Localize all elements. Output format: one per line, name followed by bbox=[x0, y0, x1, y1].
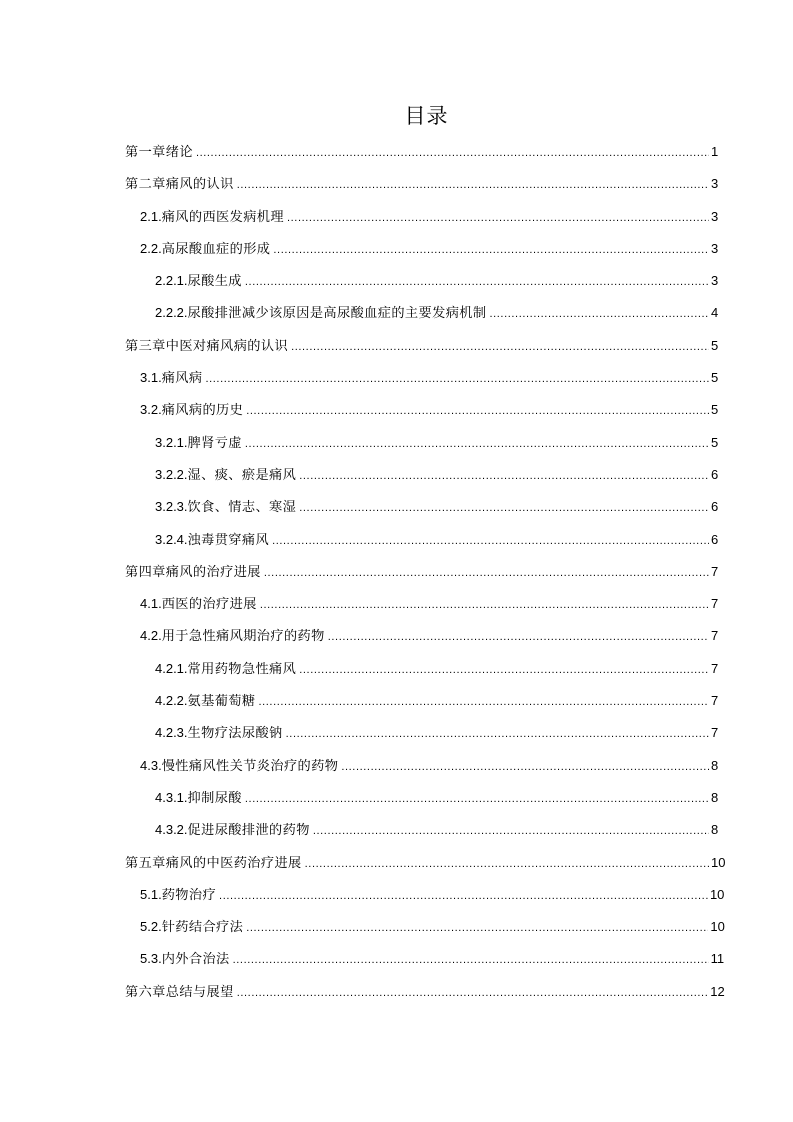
toc-entry[interactable] bbox=[125, 136, 718, 168]
toc-entry[interactable] bbox=[125, 653, 718, 685]
toc-entry-page-number: 5 bbox=[711, 434, 719, 450]
toc-entry-label: 湿、痰、瘀是痛风 bbox=[187, 467, 297, 483]
dot-leader bbox=[246, 395, 709, 427]
table-of-contents bbox=[125, 136, 726, 1008]
toc-entry-label: 抑制尿酸 bbox=[187, 790, 242, 806]
toc-entry-number: 2.2.1. bbox=[155, 273, 188, 289]
toc-entry-page-number: 7 bbox=[711, 725, 719, 741]
toc-entry-label: 药物治疗 bbox=[161, 887, 217, 903]
toc-entry-number: 4.3. bbox=[140, 757, 162, 773]
toc-entry[interactable] bbox=[125, 265, 718, 297]
toc-entry-page-number: 6 bbox=[711, 499, 719, 515]
toc-entry-number: 2.2.2. bbox=[155, 305, 188, 321]
toc-entry[interactable] bbox=[125, 588, 718, 620]
toc-title: 目录 bbox=[404, 104, 449, 128]
toc-entry-number: 2.2. bbox=[140, 240, 162, 256]
toc-entry-label: 西医的治疗进展 bbox=[161, 597, 257, 613]
toc-entry-page-number: 8 bbox=[711, 822, 719, 838]
dot-leader bbox=[287, 202, 709, 234]
dot-leader bbox=[328, 621, 709, 653]
dot-leader bbox=[305, 848, 709, 880]
toc-entry-page-number: 6 bbox=[711, 531, 719, 547]
toc-entry-page-number: 5 bbox=[711, 337, 719, 353]
dot-leader bbox=[246, 912, 708, 944]
toc-entry[interactable] bbox=[125, 782, 718, 814]
toc-entry-label: 第六章总结与展望 bbox=[125, 984, 234, 1000]
toc-entry-number: 2.1. bbox=[140, 208, 162, 224]
toc-entry-page-number: 10 bbox=[710, 919, 725, 935]
dot-leader bbox=[264, 557, 709, 589]
toc-entry-page-number: 8 bbox=[711, 789, 719, 805]
toc-entry[interactable] bbox=[125, 297, 718, 329]
toc-entry-number: 3.2.4. bbox=[155, 531, 188, 547]
toc-entry[interactable] bbox=[125, 394, 718, 426]
toc-entry-label: 第二章痛风的认识 bbox=[125, 177, 234, 193]
dot-leader bbox=[341, 751, 709, 783]
toc-entry-label: 第三章中医对痛风病的认识 bbox=[125, 338, 289, 354]
toc-entry-page-number: 5 bbox=[711, 370, 719, 386]
toc-entry-number: 4.3.1. bbox=[155, 789, 188, 805]
toc-entry-page-number: 7 bbox=[711, 660, 719, 676]
dot-leader bbox=[233, 944, 709, 976]
toc-entry-page-number: 7 bbox=[711, 693, 719, 709]
toc-entry-label: 针药结合疗法 bbox=[161, 920, 244, 936]
dot-leader bbox=[489, 298, 709, 330]
toc-entry[interactable] bbox=[125, 685, 718, 717]
toc-entry-number: 4.2. bbox=[140, 628, 162, 644]
toc-entry[interactable] bbox=[125, 491, 718, 523]
toc-entry-page-number: 7 bbox=[711, 563, 719, 579]
toc-entry-number: 3.1. bbox=[140, 370, 162, 386]
toc-entry-number: 3.2. bbox=[140, 402, 162, 418]
toc-entry-label: 第四章痛风的治疗进展 bbox=[125, 564, 261, 580]
toc-entry-page-number: 6 bbox=[711, 466, 719, 482]
toc-entry-label: 尿酸生成 bbox=[187, 274, 242, 290]
toc-entry-number: 5.1. bbox=[140, 886, 162, 902]
toc-entry-label: 生物疗法尿酸钠 bbox=[187, 726, 283, 742]
toc-entry-number: 4.2.2. bbox=[155, 693, 188, 709]
toc-entry[interactable] bbox=[125, 233, 718, 265]
dot-leader bbox=[237, 169, 709, 201]
toc-entry-page-number: 3 bbox=[711, 240, 719, 256]
toc-entry-page-number: 10 bbox=[709, 886, 725, 902]
toc-entry[interactable] bbox=[125, 459, 718, 491]
toc-entry-number: 3.2.2. bbox=[155, 466, 188, 482]
toc-entry-label: 慢性痛风性关节炎治疗的药物 bbox=[161, 758, 339, 774]
dot-leader bbox=[245, 783, 709, 815]
toc-entry[interactable] bbox=[125, 330, 718, 362]
toc-entry-number: 3.2.1. bbox=[155, 434, 188, 450]
dot-leader bbox=[237, 977, 709, 1009]
toc-entry-label: 用于急性痛风期治疗的药物 bbox=[161, 629, 325, 645]
dot-leader bbox=[205, 363, 709, 395]
toc-entry-number: 4.2.1. bbox=[155, 660, 188, 676]
toc-entry-label: 痛风病的历史 bbox=[161, 403, 244, 419]
dot-leader bbox=[245, 428, 709, 460]
dot-leader bbox=[299, 460, 709, 492]
toc-entry-label: 第五章痛风的中医药治疗进展 bbox=[125, 855, 302, 871]
dot-leader bbox=[291, 331, 709, 363]
toc-entry-page-number: 7 bbox=[711, 628, 719, 644]
toc-entry-label: 氨基葡萄糖 bbox=[187, 694, 256, 710]
toc-entry[interactable] bbox=[125, 556, 718, 588]
toc-entry[interactable] bbox=[125, 427, 718, 459]
toc-entry[interactable] bbox=[125, 717, 718, 749]
toc-entry-page-number: 8 bbox=[711, 757, 719, 773]
dot-leader bbox=[258, 686, 709, 718]
toc-entry[interactable] bbox=[125, 362, 718, 394]
toc-entry[interactable] bbox=[125, 911, 725, 943]
toc-entry-number: 3.2.3. bbox=[155, 499, 188, 515]
toc-entry-label: 高尿酸血症的形成 bbox=[161, 241, 271, 257]
toc-entry-number: 4.2.3. bbox=[155, 725, 188, 741]
toc-entry-number: 5.2. bbox=[140, 919, 162, 935]
toc-entry-label: 痛风病 bbox=[161, 371, 203, 387]
toc-entry-label: 内外合治法 bbox=[161, 952, 230, 968]
toc-entry-page-number: 5 bbox=[711, 402, 719, 418]
toc-entry-label: 脾肾亏虚 bbox=[187, 435, 242, 451]
toc-entry-page-number: 7 bbox=[711, 596, 719, 612]
toc-entry[interactable] bbox=[125, 620, 718, 652]
toc-entry-page-number: 4 bbox=[711, 305, 719, 321]
toc-entry-label: 痛风的西医发病机理 bbox=[161, 209, 284, 225]
toc-entry-page-number: 12 bbox=[710, 983, 725, 999]
toc-entry-page-number: 3 bbox=[711, 208, 719, 224]
toc-entry-label: 尿酸排泄减少该原因是高尿酸血症的主要发病机制 bbox=[187, 306, 487, 322]
toc-entry[interactable] bbox=[125, 201, 718, 233]
toc-entry[interactable] bbox=[125, 879, 725, 911]
dot-leader bbox=[260, 589, 709, 621]
dot-leader bbox=[196, 137, 709, 169]
toc-entry-label: 促进尿酸排泄的药物 bbox=[187, 823, 310, 839]
dot-leader bbox=[299, 654, 709, 686]
toc-entry-number: 4.3.2. bbox=[155, 822, 188, 838]
toc-entry-page-number: 11 bbox=[710, 951, 725, 967]
toc-entry[interactable] bbox=[125, 524, 718, 556]
toc-entry[interactable] bbox=[125, 168, 718, 200]
dot-leader bbox=[313, 815, 709, 847]
toc-entry[interactable] bbox=[125, 847, 726, 879]
toc-entry-page-number: 1 bbox=[711, 144, 719, 159]
toc-entry-label: 饮食、情志、寒湿 bbox=[187, 500, 297, 516]
toc-entry-number: 5.3. bbox=[140, 951, 162, 967]
toc-entry-label: 浊毒贯穿痛风 bbox=[187, 532, 270, 548]
dot-leader bbox=[299, 492, 709, 524]
toc-entry-page-number: 10 bbox=[711, 854, 726, 870]
toc-entry-number: 4.1. bbox=[140, 596, 162, 612]
toc-entry-page-number: 3 bbox=[711, 176, 719, 192]
dot-leader bbox=[286, 718, 709, 750]
toc-entry-label: 第一章绪论 bbox=[125, 145, 193, 160]
toc-entry[interactable] bbox=[125, 814, 718, 846]
toc-entry-label: 常用药物急性痛风 bbox=[187, 661, 297, 677]
toc-entry[interactable] bbox=[125, 943, 725, 975]
toc-entry-page-number: 3 bbox=[711, 273, 719, 289]
toc-entry[interactable] bbox=[125, 976, 725, 1008]
dot-leader bbox=[245, 266, 709, 298]
dot-leader bbox=[219, 880, 708, 912]
toc-entry[interactable] bbox=[125, 750, 718, 782]
dot-leader bbox=[273, 234, 709, 266]
dot-leader bbox=[272, 525, 709, 557]
